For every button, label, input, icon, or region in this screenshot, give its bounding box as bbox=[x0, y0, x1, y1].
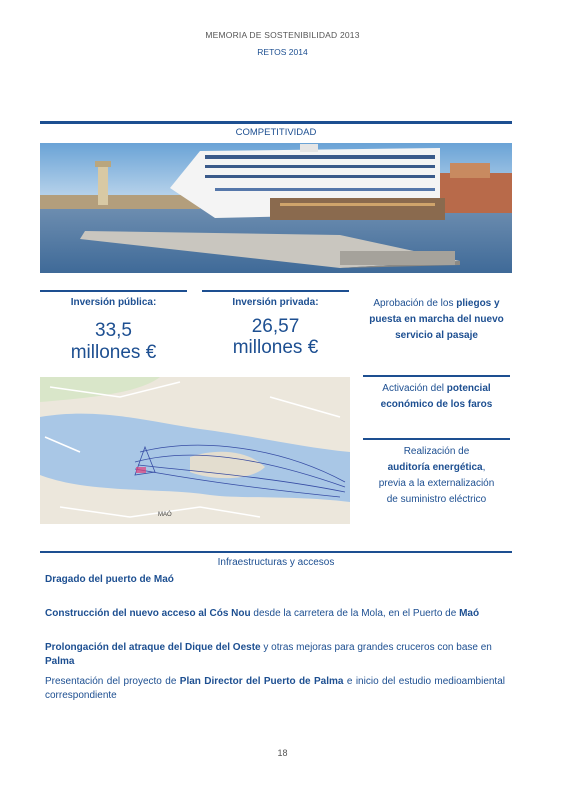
port-photo-illustration bbox=[40, 143, 512, 273]
infra-item-4-bold: Plan Director del Puerto de Palma bbox=[179, 676, 344, 687]
private-investment-label: Inversión privada: bbox=[232, 297, 319, 308]
goal-2-rule bbox=[363, 375, 510, 377]
document-header-subtitle: RETOS 2014 bbox=[257, 47, 308, 57]
port-route-map bbox=[40, 377, 350, 524]
goal-2-bold: potencial económico de los faros bbox=[380, 383, 493, 410]
infra-item-3-bold2: Palma bbox=[45, 656, 75, 667]
goal-passenger-service bbox=[363, 296, 510, 344]
infra-item-4-text2: e inicio del estudio medioambiental correspondiente bbox=[45, 676, 505, 701]
port-cruise-ship-photo bbox=[40, 143, 512, 273]
infra-item-master-plan bbox=[45, 675, 505, 703]
map-label-mao: MAÓ bbox=[158, 512, 172, 518]
goal-1-bold: pliegos y puesta en marcha del nuevo servicio al pasaje bbox=[369, 298, 504, 341]
section-title: COMPETITIVIDAD bbox=[235, 127, 317, 138]
infra-item-3-text: y otras mejoras para grandes cruceros con base en bbox=[260, 642, 492, 653]
infra-item-west-dock bbox=[45, 641, 505, 669]
private-investment-rule bbox=[202, 290, 349, 292]
port-map-illustration bbox=[40, 377, 350, 524]
goal-lighthouses bbox=[363, 381, 510, 413]
goal-3-bold: auditoría energética bbox=[387, 462, 483, 473]
infra-item-2-bold2: Maó bbox=[459, 608, 480, 619]
public-investment-label: Inversión pública: bbox=[70, 297, 157, 308]
infra-section-title: Infraestructuras y accesos bbox=[217, 557, 335, 568]
goal-3-text: Realización de bbox=[403, 446, 470, 457]
public-investment-unit: millones € bbox=[70, 342, 157, 363]
section-top-rule bbox=[40, 121, 512, 124]
infra-item-3-bold: Prolongación del atraque del Dique del Oeste bbox=[45, 642, 261, 653]
goal-3-comma: , bbox=[482, 462, 486, 473]
public-investment-value: 33,5 bbox=[95, 320, 132, 341]
infra-item-cos-nou bbox=[45, 607, 505, 621]
private-investment-unit: millones € bbox=[232, 337, 319, 358]
goal-energy-audit bbox=[363, 444, 510, 508]
infra-item-4-text: Presentación del proyecto de bbox=[45, 676, 180, 687]
goal-3-rule bbox=[363, 438, 510, 440]
infra-item-1-bold: Dragado del puerto de Maó bbox=[45, 574, 174, 585]
goal-3-line3: previa a la externalización bbox=[378, 478, 495, 489]
goal-1-text: Aprobación de los bbox=[373, 298, 457, 309]
private-investment-value: 26,57 bbox=[251, 316, 300, 337]
infra-item-2-bold: Construcción del nuevo acceso al Cós Nou bbox=[45, 608, 251, 619]
document-header-title: MEMORIA DE SOSTENIBILIDAD 2013 bbox=[205, 30, 360, 40]
goal-3-line4: de suministro eléctrico bbox=[386, 494, 487, 505]
public-investment-rule bbox=[40, 290, 187, 292]
infra-item-dredging bbox=[45, 573, 505, 587]
goal-2-text: Activación del bbox=[382, 383, 447, 394]
infra-top-rule bbox=[40, 551, 512, 553]
infra-item-2-text: desde la carretera de la Mola, en el Puerto de bbox=[250, 608, 460, 619]
page-number: 18 bbox=[277, 748, 288, 758]
